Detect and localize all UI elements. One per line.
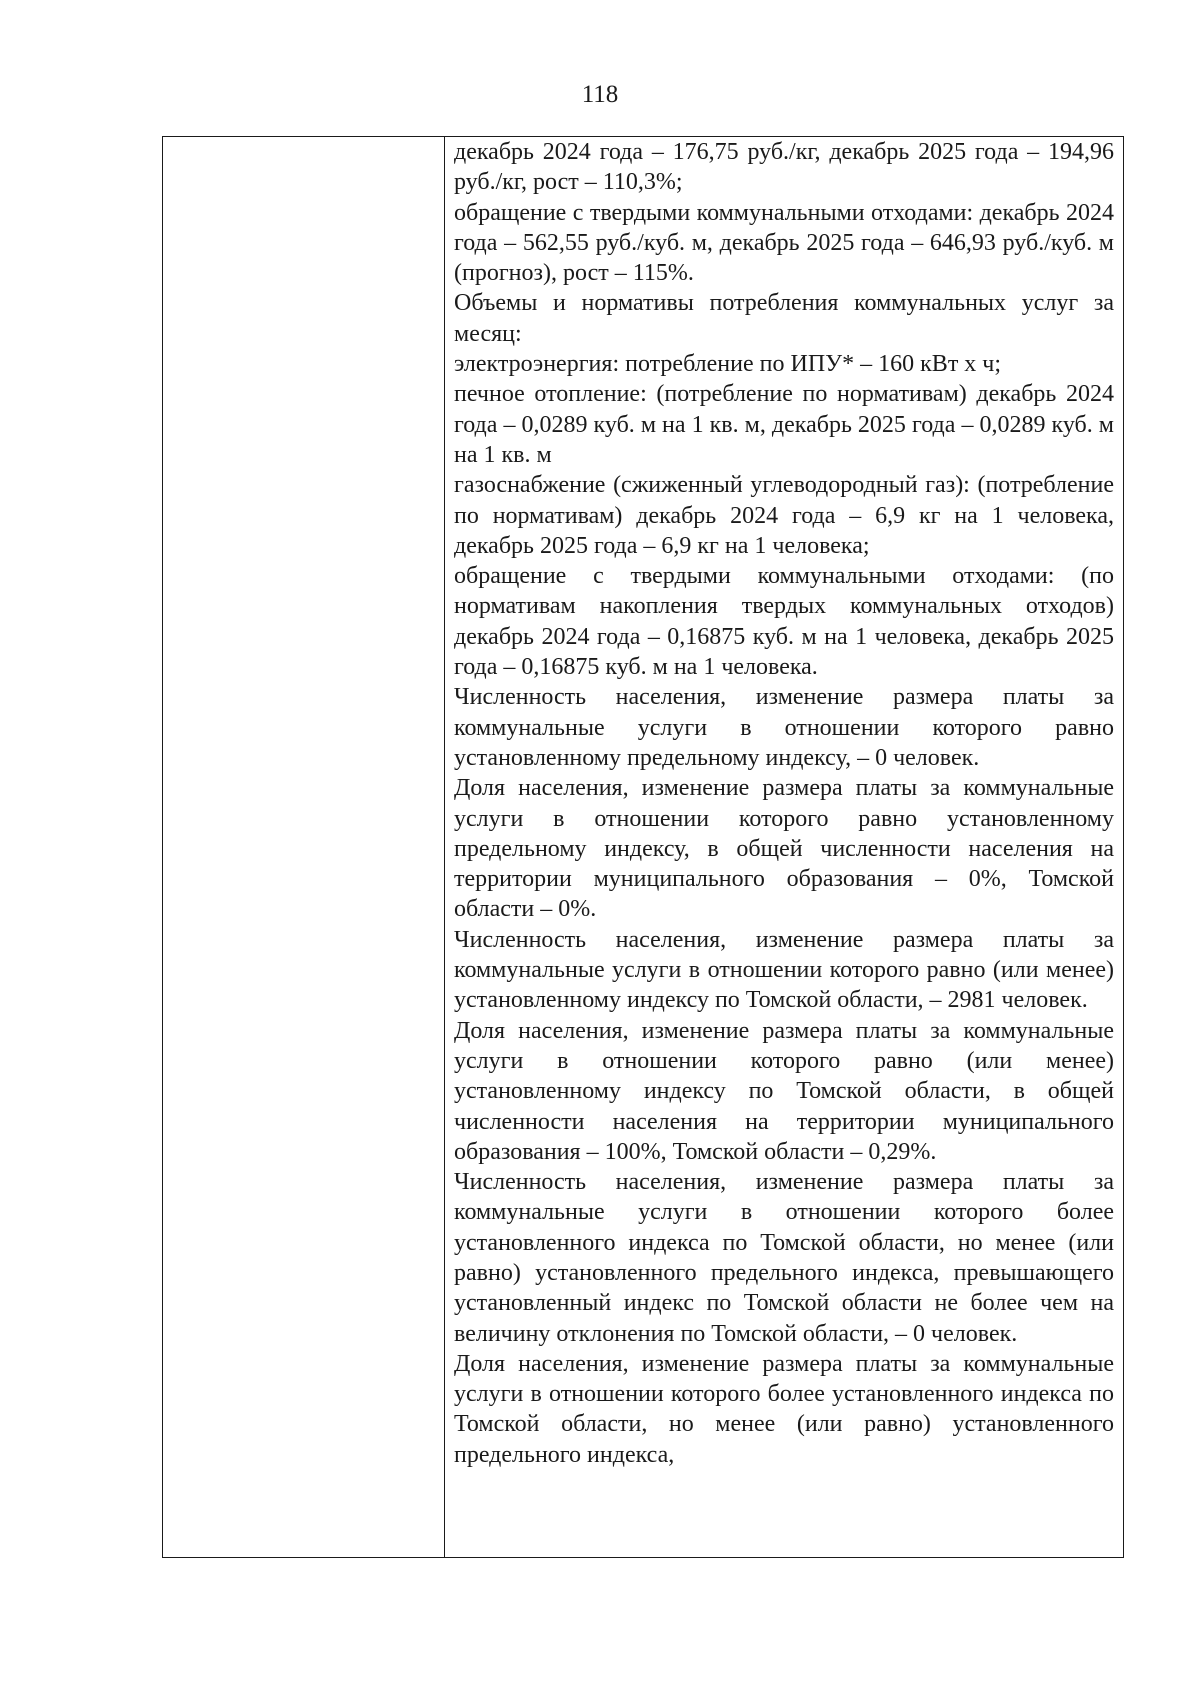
paragraph-volumes-heading: Объемы и нормативы потребления коммунальных услуг за месяц:: [454, 290, 1114, 347]
paragraph-gas-supply: газоснабжение (сжиженный углеводородный газ): (потребление по нормативам) декабрь 2024 года – 6,9 кг на 1 человека, декабрь 2025 года – 6,9 кг на 1 человека;: [454, 472, 1114, 559]
column-divider: [444, 137, 445, 1557]
paragraph-population-limit-index: Численность населения, изменение размера платы за коммунальные услуги в отношении которого равно установленному предельному индексу, – 0 человек.: [454, 684, 1114, 771]
paragraph-tariff-waste: обращение с твердыми коммунальными отходами: декабрь 2024 года – 562,55 руб./куб. м, декабрь 2025 года – 646,93 руб./куб. м (прогноз), рост – 115%.: [454, 199, 1114, 287]
table-left-cell: [163, 137, 444, 1557]
paragraph-share-regional-index: Доля населения, изменение размера платы за коммунальные услуги в отношении которого равно (или менее) установленному индексу по Томской области, в общей численности населения на территории муниципального образования – 100%, Томской области – 0,29%.: [454, 1017, 1114, 1165]
paragraph-stove-heating: печное отопление: (потребление по нормативам) декабрь 2024 года – 0,0289 куб. м на 1 кв. м, декабрь 2025 года – 0,0289 куб. м на 1 кв. м: [454, 381, 1114, 468]
page-number: 118: [581, 81, 619, 108]
paragraph-share-limit-index: Доля населения, изменение размера платы за коммунальные услуги в отношении которого равно установленному предельному индексу, в общей численности населения на территории муниципального образования – 0%, Томской области – 0%.: [454, 775, 1114, 923]
paragraph-share-above-index: Доля населения, изменение размера платы за коммунальные услуги в отношении которого более установленного индекса по Томской области, но менее (или равно) установленного предельного индекса,: [454, 1350, 1114, 1468]
paragraph-population-regional-index: Численность населения, изменение размера платы за коммунальные услуги в отношении которого равно (или менее) установленному индексу по Томской области, – 2981 человек.: [454, 926, 1114, 1014]
paragraph-waste-norms: обращение с твердыми коммунальными отходами: (по нормативам накопления твердых коммунальных отходов) декабрь 2024 года – 0,16875 куб. м на 1 человека, декабрь 2025 года – 0,16875 куб. м на 1 человека.: [454, 563, 1114, 681]
paragraph-tariff-gas-tail: декабрь 2024 года – 176,75 руб./кг, декабрь 2025 года – 194,96 руб./кг, рост – 110,3%;: [454, 139, 1114, 196]
document-table: [162, 136, 1124, 1558]
table-right-cell: [454, 137, 1114, 1470]
paragraph-electricity: электроэнергия: потребление по ИПУ* – 160 кВт х ч;: [454, 351, 1002, 378]
paragraph-population-above-index: Численность населения, изменение размера платы за коммунальные услуги в отношении которого более установленного индекса по Томской области, но менее (или равно) установленного предельного индекса, превышающего установленный индекс по Томской области не более чем на величину отклонения по Томской области, – 0 человек.: [454, 1169, 1114, 1347]
